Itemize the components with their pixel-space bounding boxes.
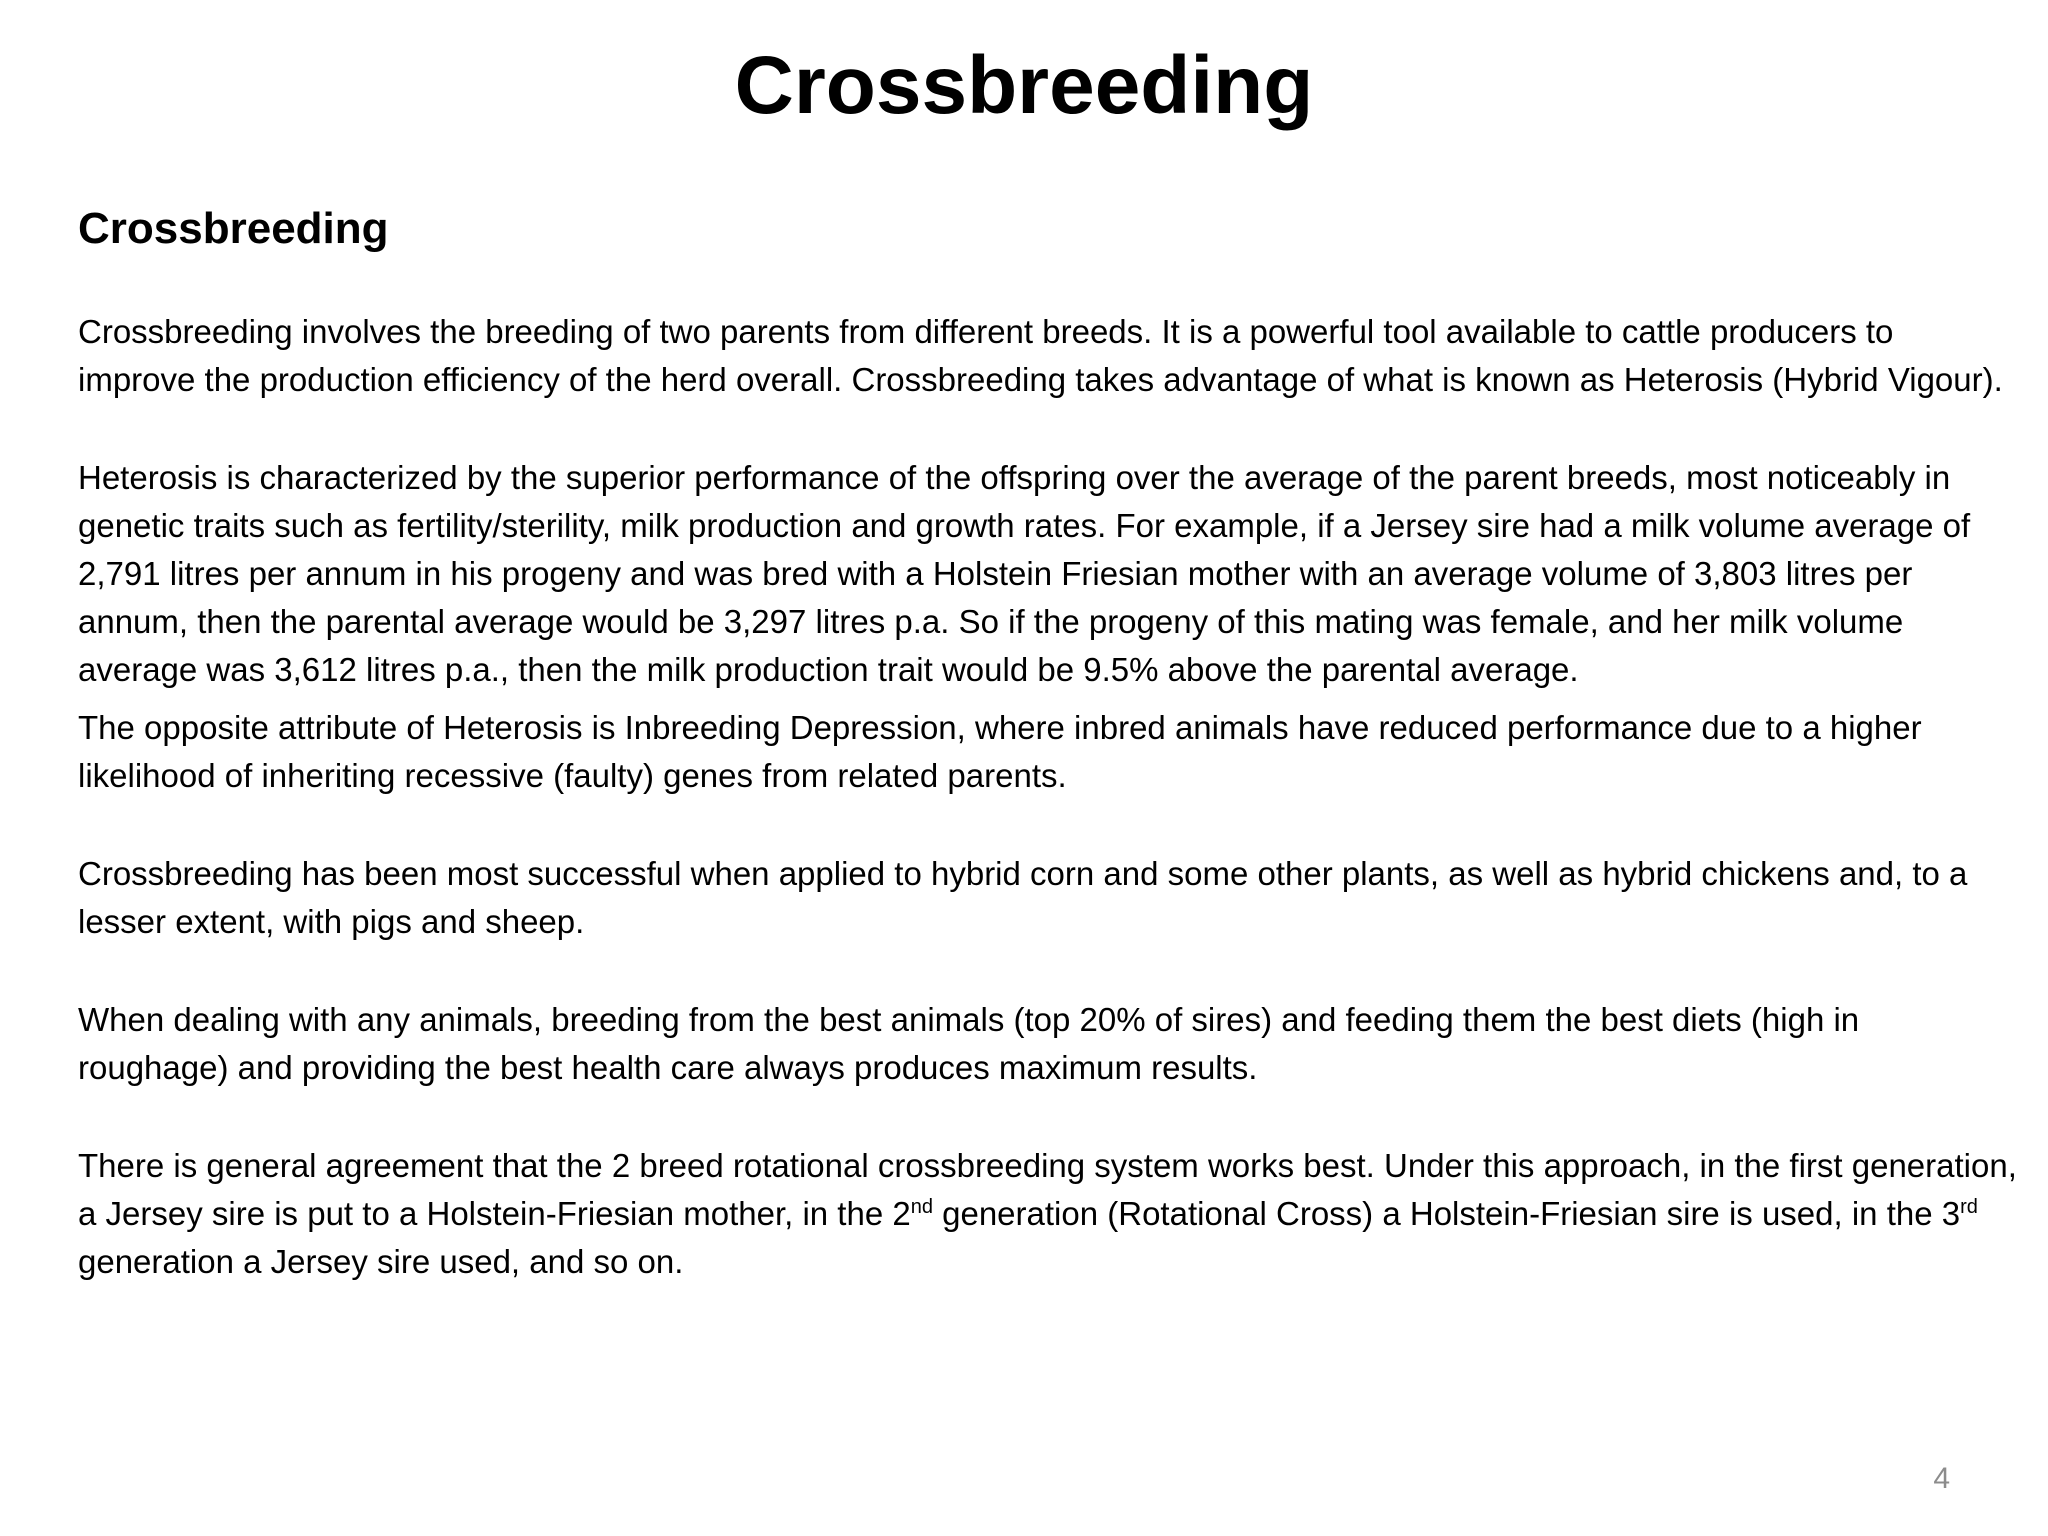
slide-body <box>78 200 2018 1286</box>
paragraph-successful-applications: Crossbreeding has been most successful when applied to hybrid corn and some other plants, as well as hybrid chickens and, to a lesser extent, with pigs and sheep. <box>78 855 1968 940</box>
slide-title: Crossbreeding <box>734 40 1314 131</box>
paragraph-crossbreeding-definition: Crossbreeding involves the breeding of two parents from different breeds. It is a powerful tool available to cattle producers to improve the production efficiency of the herd overall. Crossbreeding takes advantage of what is known as Heterosis (Hybrid Vigour). <box>78 313 2003 398</box>
paragraph-rotational-system <box>78 1142 2018 1286</box>
page-number: 4 <box>1933 1462 1950 1495</box>
superscript-nd: nd <box>910 1196 933 1218</box>
rotational-text-part-3: generation a Jersey sire used, and so on. <box>78 1243 684 1280</box>
paragraph-best-practices: When dealing with any animals, breeding from the best animals (top 20% of sires) and feeding them the best diets (high in roughage) and providing the best health care always produces maximum results. <box>78 1001 1860 1086</box>
paragraph-inbreeding-depression: The opposite attribute of Heterosis is Inbreeding Depression, where inbred animals have reduced performance due to a higher likelihood of inheriting recessive (faulty) genes from related parents. <box>78 709 1922 794</box>
superscript-rd: rd <box>1960 1196 1978 1218</box>
rotational-text-part-2: generation (Rotational Cross) a Holstein-Friesian sire is used, in the 3 <box>932 1195 1961 1232</box>
section-heading: Crossbreeding <box>78 204 389 253</box>
paragraph-heterosis-example: Heterosis is characterized by the superior performance of the offspring over the average of the parent breeds, most noticeably in genetic traits such as fertility/sterility, milk production and growth rates. For example, if a Jersey sire had a milk volume average of 2,791 litres per annum in his progeny and was bred with a Holstein Friesian mother with an average volume of 3,803 litres per annum, then the parental average would be 3,297 litres p.a. So if the progeny of this mating was female, and her milk volume average was 3,612 litres p.a., then the milk production trait would be 9.5% above the parental average. <box>78 459 1971 688</box>
rotational-text-part-1: There is general agreement that the 2 breed rotational crossbreeding system works best. Under this approach, in the first generation, a Jersey sire is put to a Holstein-Friesian mother, in the 2 <box>78 1147 2017 1232</box>
